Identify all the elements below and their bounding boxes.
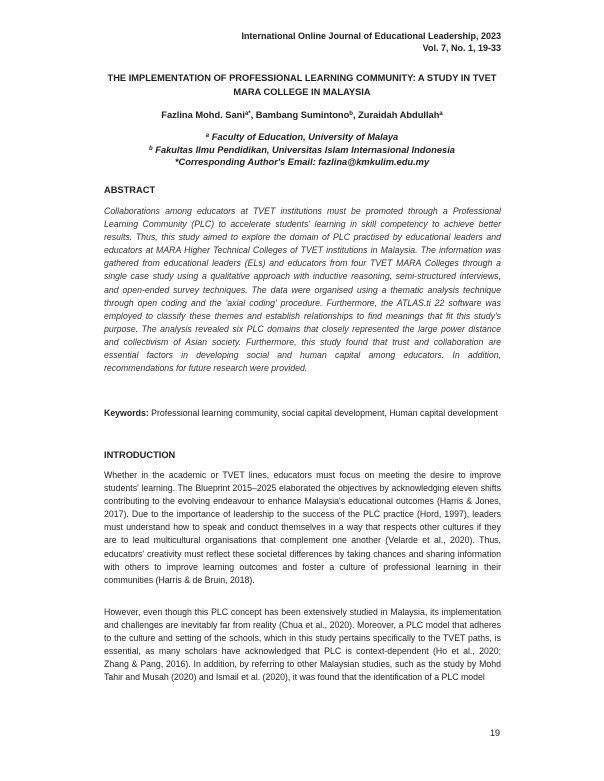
intro-paragraph-1: Whether in the academic or TVET lines, educators must focus on meeting the desire to improve students' learning. The Blueprint 2015–2025 elaborated the objectives by acknowledging eleven shifts contributing to the evolving endeavour to enhance Malaysia's educational outcomes (Harris & Jones, 2017). Due to the importance of leadership to the success of the PLC practice (Hord, 1997), leaders must understand how to speak and conduct themselves in a way that respects other cultures if they are to lead multicultural organisations that complement one another (Velarde et al., 2020). Thus, educators' creativity must reflect these societal differences by taking chances and sharing information with others to improve learning outcomes and foster a culture of professional learning in their communities (Harris & de Bruin, 2018). [104,470,501,585]
journal-volume: Vol. 7, No. 1, 19-33 [422,43,501,53]
affiliation-line [104,131,500,144]
affil-mark: b [149,145,153,152]
paper-title: THE IMPLEMENTATION OF PROFESSIONAL LEARNING COMMUNITY: A STUDY IN TVET MARA COLLEGE IN MALAYSIA [107,73,497,97]
author-separator: , [250,110,256,120]
journal-name: International Online Journal of Educational Leadership, 2023 [241,31,501,41]
author-separator: , [352,110,359,120]
journal-header [241,30,501,54]
keywords-label: Keywords: [104,408,149,418]
affil-text: Fakultas Ilmu Pendidikan, Universitas Islam Internasional Indonesia [152,144,455,155]
abstract-heading: ABSTRACT [104,185,156,195]
author-affil-mark: b [349,111,353,117]
keywords-text: Professional learning community, social capital development, Human capital development [148,408,498,418]
abstract-text: Collaborations among educators at TVET institutions must be promoted through a Professional Learning Community (PLC) to accelerate students' learning in skill competency to achieve better results. Thus, this study aimed to explore the domain of PLC practised by educational leaders and educators at MARA Higher Technical Colleges of TVET institutions in Malaysia. The information was gathered from educational leaders (ELs) and educators from four TVET MARA Colleges through a single case study using a qualitative approach with inductive reasoning, semi-structured interviews, and open-ended survey techniques. The data were organised using a thematic analysis technique through open coding and the 'axial coding' procedure. Furthermore, the ATLAS.ti 22 software was employed to classify these themes and establish relationships to find meanings that fit this study's purpose. The analysis revealed six PLC domains that closely represented the large power distance and collectivism of Asian society. Furthermore, this study found that trust and collaboration are essential factors in developing social and human capital among educators. In addition, recommendations for future research were provided. [104,206,501,374]
author-list [104,109,500,122]
intro-paragraph-2: However, even though this PLC concept has been extensively studied in Malaysia, its implementation and challenges are inevitably far from reality (Chua et al., 2020). Moreover, a PLC model that adheres to the culture and setting of the schools, which in this study pertains specifically to the TVET paths, is essential, as many scholars have acknowledged that PLC is context-dependent (Ho et al., 2020; Zhang & Pang, 2016). In addition, by referring to other Malaysian studies, such as the study by Mohd Tahir and Musah (2020) and Ismail et al. (2020), it was found that the identification of a PLC model [104,607,501,683]
author-name: Fazlina Mohd. Sani [161,110,245,120]
affil-mark: a [205,133,210,139]
affil-text: Faculty of Education, University of Malaya [209,132,399,142]
page-number: 19 [489,728,500,738]
introduction-heading: INTRODUCTION [104,450,176,460]
affiliation-line [104,144,500,157]
keywords [104,407,501,420]
affiliations [104,131,500,169]
author-affil-mark: a [439,111,443,117]
author-name: Bambang Sumintono [255,110,350,120]
corresponding-email: *Corresponding Author's Email: fazlina@kmkulim.edu.my [174,157,430,167]
author-affil-mark: a* [244,111,251,117]
author-name: Zuraidah Abdullah [358,110,440,120]
